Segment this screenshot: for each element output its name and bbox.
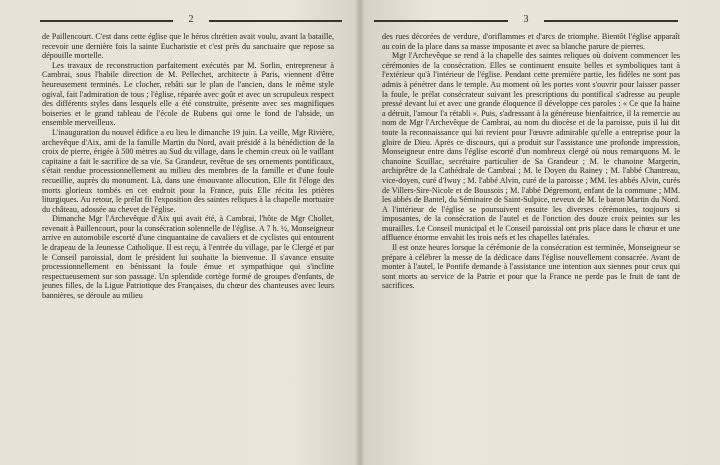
paragraph: des rues décorées de verdure, d'oriflammes et d'arcs de triomphe. Bientôt l'église apparaît au coin de la place dans sa masse imposante et avec sa blanche parure de pierres. bbox=[382, 32, 680, 51]
right-page-body bbox=[382, 32, 680, 291]
header-rule bbox=[544, 20, 678, 22]
left-page-header bbox=[40, 14, 342, 28]
header-rule bbox=[40, 20, 173, 22]
paragraph: de Paillencourt. C'est dans cette église que le héros chrétien avait voulu, avant la bataille, recevoir une dernière fois la sainte Eucharistie et c'est près du sanctuaire que repose sa dépouille mortelle. bbox=[42, 32, 334, 61]
paragraph: Il est onze heures lorsque la cérémonie de la consécration est terminée, Monseigneur se prépare à célébrer la messe de la dédicace dans l'église nouvellement consacrée. Avant de monter à l'autel, le Pontife demande à l'assistance une intention aux siennes pour ceux qui sont morts au service de la Patrie et pour que la France ne perde pas le fruit de tant de sacrifices. bbox=[382, 243, 680, 291]
right-page bbox=[360, 0, 720, 465]
paragraph: Mgr l'Archevêque se rend à la chapelle des saintes reliques où doivent commencer les cérémonies de la consécration. Elles se continuent ensuite belles et symboliques tant à l'extérieur qu'à l'intérieur de l'église. Pendant cette première partie, les fidèles ne sont pas admis à pénétrer dans le temple. Au moment où les portes vont s'ouvrir pour laisser passer la foule, le prélat consécrateur suivant les prescriptions du pontifical s'adresse au peuple pressé devant lui et avec une grande éloquence il développe ces paroles : « Ce que la haine a détruit, l'amour l'a rétabli ». Puis, s'adressant à la généreuse bienfaitrice, il la remercie au nom de Mgr l'Archevêque de Cambrai, au nom du diocèse et de la paroisse, puis il lui dit toute la reconnaissance qui lui revient pour l'œuvre admirable qu'elle a entreprise pour la gloire de Dieu. Après ce discours, qui a produit sur l'assistance une profonde impression, Monseigneur entre dans l'église escorté d'un nombreux clergé où nous remarquons M. le chanoine Scuillac, secrétaire particulier de Sa Grandeur ; M. le chanoine Margerin, archiprêtre de la Cathédrale de Cambrai ; M. le Doyen du Rainey ; M. l'abbé Chantreau, vice-doyen, curé d'Iwuy ; M. l'abbé Alvin, curé de la paroisse ; MM. les abbés Alvin, curés de Villers-Sire-Nicole et de Boussois ; M. l'abbé Dégremont, enfant de la commune ; MM. les abbés de Bantel, du Séminaire de Saint-Sulpice, neveux de M. le baron Martin du Nord. A l'intérieur de l'église se poursuivent ensuite les diverses cérémonies, toujours si imposantes, de la consécration de l'autel et de l'onction des douze croix peintes sur les murailles. Le Conseil municipal et le Conseil paroissial ont pris place dans le chœur et une affluence énorme envahit les trois nefs et les chapelles latérales. bbox=[382, 51, 680, 243]
paragraph: L'inauguration du nouvel édifice a eu lieu le dimanche 19 juin. La veille, Mgr Rivière, archevêque d'Aix, ami de la famille Martin du Nord, avait présidé à la bénédiction de la croix de pierre, érigée à 500 mètres au Sud du village, dans le chemin creux où le vaillant capitaine a fait le sacrifice de sa vie. Sa Grandeur, revêtue de ses ornements pontificaux, s'était rendue processionnellement au milieu des membres de la famille et d'une foule recueillie, auprès du monument. Là, dans une émouvante allocution, Elle fit l'éloge des morts glorieux tombés en cet endroit pour la France, puis Elle récita les prières liturgiques. Au retour, le prélat fit l'exposition des saintes reliques à la chapelle mortuaire du château, adossée au chevet de l'église. bbox=[42, 127, 334, 214]
header-rule bbox=[374, 20, 508, 22]
page-number: 2 bbox=[188, 14, 194, 25]
paragraph: Dimanche Mgr l'Archevêque d'Aix qui avait été, à Cambrai, l'hôte de Mgr Chollet, revenait à Paillencourt, pour la consécration solennelle de l'église. A 7 h. ½, Monseigneur arrive en automobile escorté d'une cinquantaine de cavaliers et de cyclistes qui entourent le drapeau de la Jeunesse Catholique. Il est reçu, à l'entrée du village, par le Clergé et par le Conseil paroissial, dont le président lui souhaite la bienvenue. Il s'avance ensuite processionnellement en bénissant la foule émue et sympathique qui s'incline respectueusement sur son passage. Un splendide cortège formé de groupes d'enfants, de jeunes filles, de la Ligue Patriotique des Françaises, du chœur des chanteuses avec leurs bannières, se déroule au milieu bbox=[42, 214, 334, 301]
page-gutter bbox=[355, 0, 365, 465]
header-rule bbox=[209, 20, 342, 22]
paragraph: Les travaux de reconstruction parfaitement exécutés par M. Sorlin, entrepreneur à Cambrai, sous l'habile direction de M. Pellechet, architecte à Paris, viennent d'être heureusement terminés. Le clocher, rebâti sur le plan de l'ancien, dans le même style ogival, fait l'admiration de tous ; l'église, réparée avec goût et avec un scrupuleux respect des différents styles dans lesquels elle a été construite, présente avec ses magnifiques boiseries et le grand tableau de l'école de Rubens qui orne le fond de l'abside, un ensemble merveilleux. bbox=[42, 60, 334, 128]
right-page-header bbox=[374, 14, 678, 28]
left-page-body bbox=[42, 32, 334, 301]
page-number: 3 bbox=[523, 14, 529, 25]
